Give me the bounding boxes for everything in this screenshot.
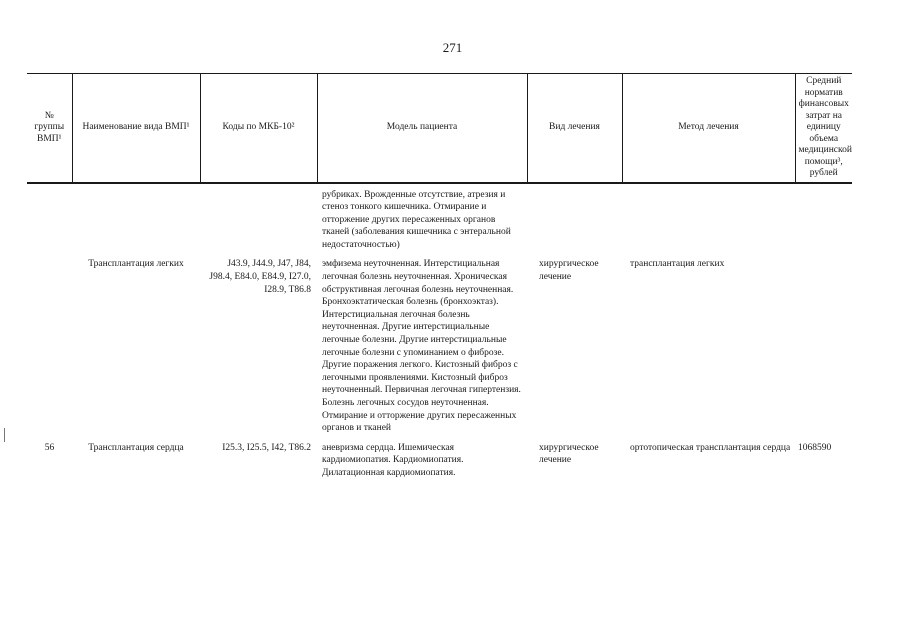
cell-name: Трансплантация сердца xyxy=(88,442,184,453)
scan-edge-mark xyxy=(4,428,5,442)
header-avg-cost: Средний норматив финансовых затрат на единицу объема медицинской помощи³, рублей xyxy=(795,74,852,183)
cell-cost xyxy=(795,251,852,434)
cell-cost xyxy=(795,183,852,252)
table-header xyxy=(27,74,852,183)
cell-treatment xyxy=(527,183,622,252)
header-patient-model: Модель пациента xyxy=(317,74,527,183)
cell-treatment: хирургическое лечение xyxy=(539,259,599,283)
header-treatment-type: Вид лечения xyxy=(527,74,622,183)
cell-method xyxy=(622,183,795,252)
vmp-table xyxy=(27,73,852,480)
header-icd-codes: Коды по МКБ-10² xyxy=(200,74,317,183)
cell-name xyxy=(72,183,200,252)
cell-codes: I25.3, I25.5, I42, T86.2 xyxy=(222,442,311,453)
page-number: 271 xyxy=(442,40,463,55)
cell-model: аневризма сердца. Ишемическая кардиомиопатия. Кардиомиопатия. Дилатационная кардиомиопатия. xyxy=(322,442,464,478)
table-row xyxy=(27,435,852,480)
header-group-no: № группы ВМП¹ xyxy=(27,74,72,183)
cell-codes: J43.9, J44.9, J47, J84, J98.4, E84.0, E84.9, I27.0, I28.9, T86.8 xyxy=(209,259,311,295)
cell-group: 56 xyxy=(44,442,55,453)
table-row xyxy=(27,251,852,434)
cell-codes xyxy=(200,183,317,252)
header-vmp-name: Наименование вида ВМП¹ xyxy=(72,74,200,183)
cell-cost: 1068590 xyxy=(798,442,832,453)
cell-treatment: хирургическое лечение xyxy=(539,442,599,466)
cell-model: рубриках. Врожденные отсутствие, атрезия и стеноз тонкого кишечника. Отмирание и отторжение других пересаженных органов тканей (заболевания кишечника с энтеральной недостаточностью) xyxy=(322,189,511,250)
cell-method: трансплантация легких xyxy=(630,259,725,270)
cell-method: ортотопическая трансплантация сердца xyxy=(630,442,791,453)
table-row xyxy=(27,183,852,252)
cell-group xyxy=(27,183,72,252)
header-treatment-method: Метод лечения xyxy=(622,74,795,183)
cell-name: Трансплантация легких xyxy=(88,259,184,270)
cell-model: эмфизема неуточненная. Интерстициальная легочная болезнь неуточненная. Хроническая обструктивная легочная болезнь неуточненная. Бронхоэктатическая болезнь (бронхоэктаз). Интерстициальная легочная болезнь неуточненная. Другие интерстициальные легочные болезни. Другие интерстициальные легочные болезни с упоминанием о фиброзе. Другие поражения легкого. Кистозный фиброз с легочными проявлениями. Кистозный фиброз неуточненный. Первичная легочная гипертензия. Болезнь легочных сосудов неуточненная. Отмирание и отторжение других пересаженных органов и тканей xyxy=(322,259,521,434)
cell-group xyxy=(27,251,72,434)
